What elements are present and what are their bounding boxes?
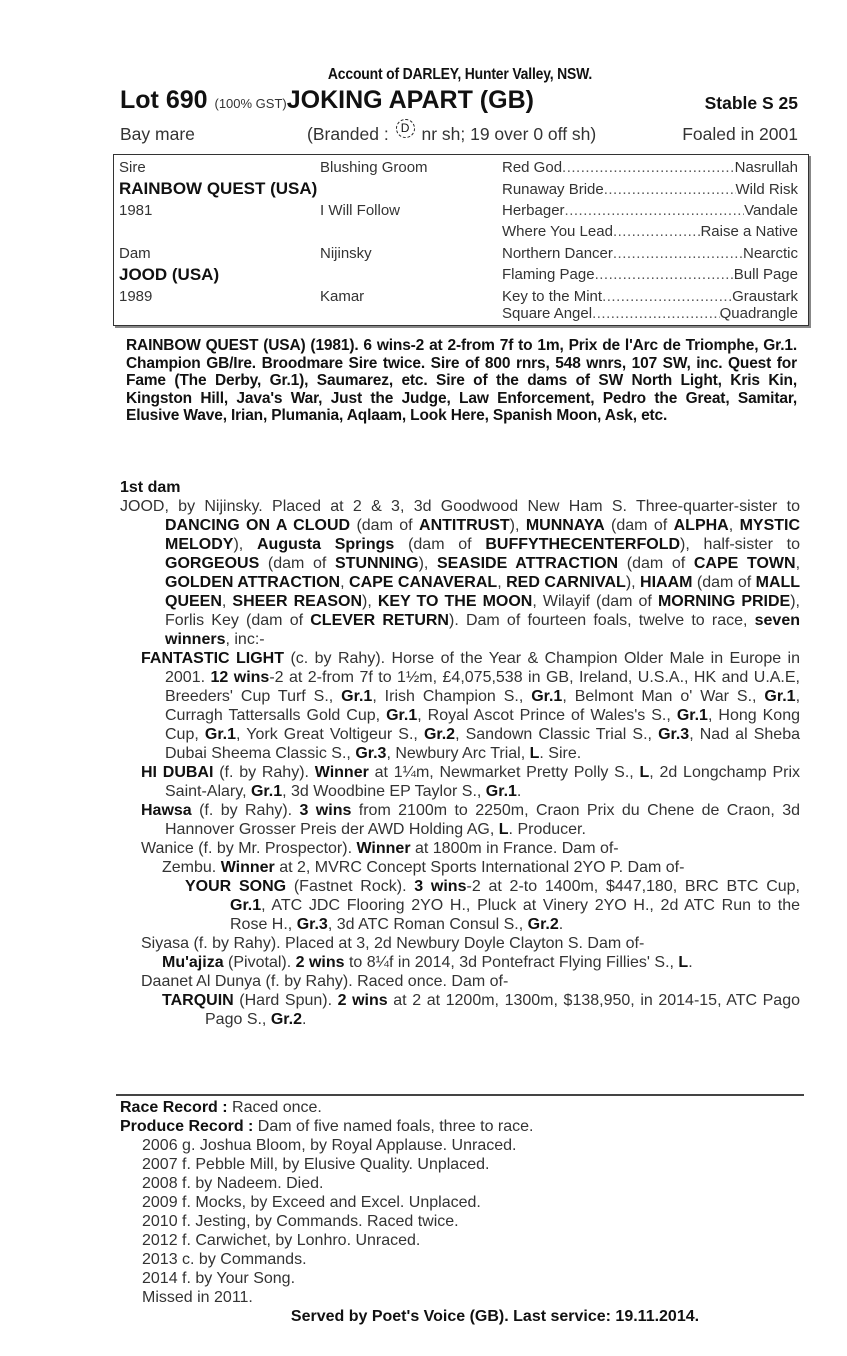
pedigree-gen3-row: [502, 223, 798, 240]
sire-label: Sire: [119, 159, 146, 176]
gen3-left: Northern Dancer: [502, 245, 613, 262]
service-note: Served by Poet's Voice (GB). Last service: 19.11.2014.: [290, 1308, 700, 1325]
leader-dots: [602, 288, 732, 305]
pedigree-gen3-row: [502, 181, 798, 198]
vendor-account: Account of DARLEY, Hunter Valley, NSW.: [327, 66, 593, 83]
dam-label: Dam: [119, 245, 151, 262]
produce-record: [120, 1117, 800, 1136]
progeny-hi-dubai: HI DUBAI (f. by Rahy). Winner at 1¼m, Newmarket Pretty Polly S., L, 2d Longchamp Prix Saint-Alary, Gr.1, 3d Woodbine EP Taylor S., Gr.1.: [141, 764, 800, 800]
foaled-year: Foaled in 2001: [682, 124, 798, 144]
race-record: [120, 1098, 800, 1117]
foal-entry: 2009 f. Mocks, by Exceed and Excel. Unplaced.: [142, 1194, 481, 1211]
brand-info: [307, 121, 597, 146]
produce-record-label: Produce Record :: [120, 1118, 254, 1135]
foal-entry: 2006 g. Joshua Bloom, by Royal Applause. Unraced.: [142, 1137, 517, 1154]
gen3-left: Key to the Mint: [502, 288, 603, 305]
gen3-right: Nearctic: [742, 245, 798, 262]
foal-entry: 2013 c. by Commands.: [142, 1251, 307, 1268]
foal-entry: Missed in 2011.: [142, 1289, 253, 1306]
progeny-daanet-al-dunya: Daanet Al Dunya (f. by Rahy). Raced once. Dam of-: [141, 973, 509, 990]
gen3-right: Nasrullah: [734, 159, 798, 176]
pedigree-gen3-row: [502, 305, 798, 322]
gen3-left: Runaway Bride: [502, 181, 604, 198]
gen3-left: Red God: [502, 159, 563, 176]
lot-number: Lot 690: [120, 86, 208, 114]
sire-sire: Blushing Groom: [320, 159, 428, 176]
sire-name: RAINBOW QUEST (USA): [119, 179, 318, 198]
pedigree-gen3-row: [502, 266, 798, 283]
gen3-right: Graustark: [732, 288, 798, 305]
sire-year: 1981: [119, 202, 153, 219]
progeny-your-song: YOUR SONG (Fastnet Rock). 3 wins-2 at 2-to 1400m, $447,180, BRC BTC Cup, Gr.1, ATC JDC Flooring 2YO H., Pluck at Vinery 2YO H., 2d ATC Run to the Rose H., Gr.3, 3d ATC Roman Consul S., Gr.2.: [185, 878, 800, 933]
dam-name: JOOD (USA): [119, 265, 220, 284]
foal-entry: 2012 f. Carwichet, by Lonhro. Unraced.: [142, 1232, 421, 1249]
pedigree-gen3-row: [502, 202, 798, 219]
pedigree-gen3-row: [502, 245, 798, 262]
leader-dots: [565, 202, 745, 219]
dam-sire: Nijinsky: [320, 245, 372, 262]
leader-dots: [613, 223, 701, 240]
dam-dam: Kamar: [320, 288, 365, 305]
gen3-right: Quadrangle: [719, 305, 798, 322]
race-record-label: Race Record :: [120, 1099, 228, 1116]
gen3-right: Wild Risk: [735, 181, 798, 198]
race-record-value: Raced once.: [227, 1099, 322, 1116]
lot-title: [120, 86, 534, 115]
section-divider: [116, 1094, 804, 1096]
foal-entry: 2010 f. Jesting, by Commands. Raced twice.: [142, 1213, 459, 1230]
progeny-zembu: Zembu. Winner at 2, MVRC Concept Sports International 2YO P. Dam of-: [162, 859, 685, 876]
pedigree-gen3-row: [502, 159, 798, 176]
stable-number: Stable S 25: [704, 93, 798, 113]
pedigree-gen3-row: [502, 288, 798, 305]
records-section: [120, 1098, 800, 1326]
progeny-muajiza: Mu'ajiza (Pivotal). 2 wins to 8¼f in 2014, 3d Pontefract Flying Fillies' S., L.: [162, 954, 693, 971]
leader-dots: [592, 305, 720, 322]
horse-sex: Bay mare: [120, 124, 195, 144]
gst-note: (100% GST): [214, 96, 287, 111]
dam-entry-jood: JOOD, by Nijinsky. Placed at 2 & 3, 3d Goodwood New Ham S. Three-quarter-sister to DANCING ON A CLOUD (dam of ANTITRUST), MUNNAYA (dam of ALPHA, MYSTIC MELODY), Augusta Springs (dam of BUFFYTHECENTERFOLD), half-sister to GORGEOUS (dam of STUNNING), SEASIDE ATTRACTION (dam of CAPE TOWN, GOLDEN ATTRACTION, CAPE CANAVERAL, RED CARNIVAL), HIAAM (dam of MALL QUEEN, SHEER REASON), KEY TO THE MOON, Wilayif (dam of MORNING PRIDE), Forlis Key (dam of CLEVER RETURN). Dam of fourteen foals, twelve to race, seven winners, inc:-: [120, 498, 801, 648]
gen3-left: Herbager: [502, 202, 565, 219]
horse-name: JOKING APART (GB): [286, 86, 534, 114]
brand-prefix: (Branded :: [307, 124, 389, 144]
progeny-fantastic-light: FANTASTIC LIGHT (c. by Rahy). Horse of the Year & Champion Older Male in Europe in 2001. 12 wins-2 at 2-from 7f to 1½m, £4,075,538 in GB, Ireland, U.S.A., HK and U.A.E, Breeders' Cup Turf S., Gr.1, Irish Champion S., Gr.1, Belmont Man o' War S., Gr.1, Curragh Tattersalls Gold Cup, Gr.1, Royal Ascot Prince of Wales's S., Gr.1, Hong Kong Cup, Gr.1, York Great Voltigeur S., Gr.2, Sandown Classic Trial S., Gr.3, Nad al Sheba Dubai Sheema Classic S., Gr.3, Newbury Arc Trial, L. Sire.: [141, 650, 801, 762]
foal-entry: 2007 f. Pebble Mill, by Elusive Quality. Unplaced.: [142, 1156, 490, 1173]
gen3-right: Bull Page: [733, 266, 798, 283]
progeny-siyasa: Siyasa (f. by Rahy). Placed at 3, 2d Newbury Doyle Clayton S. Dam of-: [141, 935, 645, 952]
gen3-left: Square Angel: [502, 305, 593, 322]
first-dam-section: [120, 478, 800, 1029]
progeny-tarquin: TARQUIN (Hard Spun). 2 wins at 2 at 1200m, 1300m, $138,950, in 2014-15, ATC Pago Pago S., Gr.2.: [162, 992, 801, 1028]
gen3-left: Flaming Page: [502, 266, 595, 283]
brand-suffix: nr sh; 19 over 0 off sh): [421, 124, 597, 144]
lot-header: [120, 86, 800, 118]
produce-record-value: Dam of five named foals, three to race.: [253, 1118, 534, 1135]
dam-year: 1989: [119, 288, 153, 305]
pedigree-table: [113, 154, 809, 326]
leader-dots: [604, 181, 736, 198]
foal-entry: 2014 f. by Your Song.: [142, 1270, 296, 1287]
brand-d-icon: D: [396, 119, 415, 138]
leader-dots: [595, 266, 734, 283]
first-dam-heading: 1st dam: [120, 479, 181, 496]
gen3-left: Where You Lead: [502, 223, 613, 240]
progeny-hawsa: Hawsa (f. by Rahy). 3 wins from 2100m to 2250m, Craon Prix du Chene de Craon, 3d Hannover Grosser Preis der AWD Holding AG, L. Producer.: [141, 802, 800, 838]
leader-dots: [613, 245, 743, 262]
sire-dam: I Will Follow: [320, 202, 401, 219]
progeny-wanice: Wanice (f. by Mr. Prospector). Winner at 1800m in France. Dam of-: [141, 840, 619, 857]
gen3-right: Raise a Native: [700, 223, 798, 240]
leader-dots: [562, 159, 735, 176]
gen3-right: Vandale: [744, 202, 798, 219]
sire-summary: RAINBOW QUEST (USA) (1981). 6 wins-2 at 2-from 7f to 1m, Prix de l'Arc de Triomphe, Gr.1. Champion GB/Ire. Broodmare Sire twice. Sire of 800 rnrs, 548 wnrs, 107 SW, inc. Quest for Fame (The Derby, Gr.1), Saumarez, etc. Sire of the dams of SW North Light, Kris Kin, Kingston Hill, Java's War, Just the Judge, Law Enforcement, Pedro the Great, Samitar, Elusive Wave, Irian, Plumania, Aqlaam, Look Here, Spanish Moon, Ask, etc.: [126, 337, 797, 425]
foal-entry: 2008 f. by Nadeem. Died.: [142, 1175, 324, 1192]
